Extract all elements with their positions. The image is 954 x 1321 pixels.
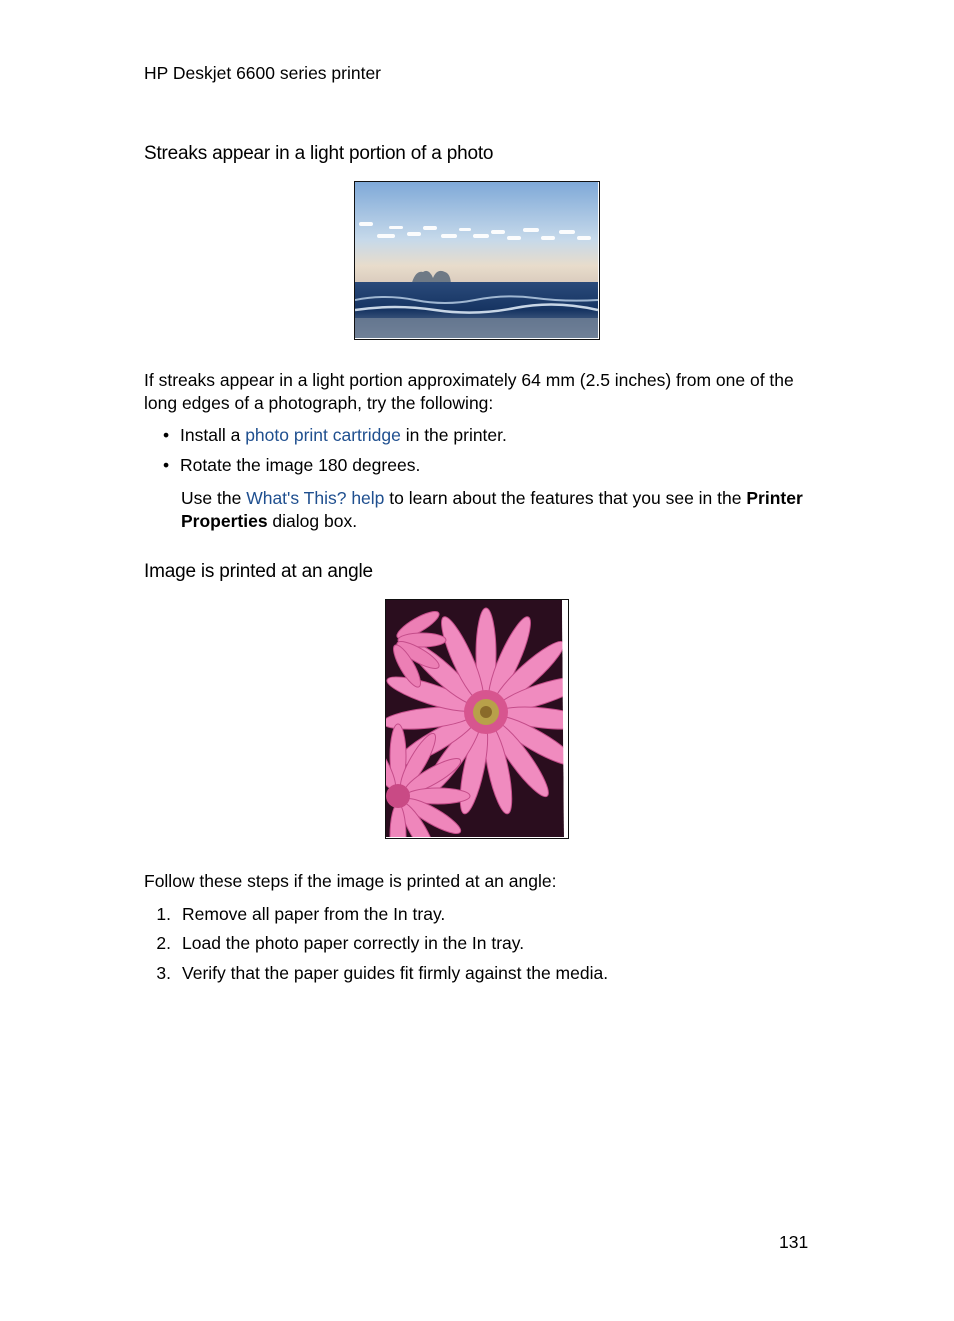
bullet-item bbox=[163, 454, 813, 477]
beach-illustration bbox=[355, 182, 598, 338]
note-pre: Use the bbox=[181, 488, 247, 508]
angle-intro-paragraph: Follow these steps if the image is printed at an angle: bbox=[144, 871, 557, 891]
step-number: 2. bbox=[156, 933, 171, 953]
flower-illustration bbox=[386, 600, 567, 837]
step-item bbox=[146, 903, 816, 926]
angled-flower-photo bbox=[385, 599, 569, 839]
bullet-prefix: Install a bbox=[180, 425, 246, 445]
bullet-dot: • bbox=[163, 425, 170, 445]
help-note-paragraph bbox=[181, 487, 816, 532]
bullet-text bbox=[180, 424, 507, 447]
section-heading-angle: Image is printed at an angle bbox=[144, 561, 373, 582]
page-header: HP Deskjet 6600 series printer bbox=[144, 63, 382, 83]
step-item bbox=[146, 932, 816, 955]
step-text: Load the photo paper correctly in the In tray. bbox=[182, 933, 525, 953]
bullet-item bbox=[163, 424, 813, 447]
bullet-suffix: in the printer. bbox=[400, 425, 507, 445]
step-item bbox=[146, 962, 816, 985]
step-text: Remove all paper from the In tray. bbox=[182, 904, 446, 924]
whats-this-help-link[interactable]: What's This? help bbox=[246, 488, 385, 508]
section-heading-streaks: Streaks appear in a light portion of a photo bbox=[144, 143, 494, 164]
streaks-intro-paragraph: If streaks appear in a light portion approximately 64 mm (2.5 inches) from one of the long edges of a photograph, try the following: bbox=[144, 370, 794, 413]
page-number: 131 bbox=[779, 1232, 809, 1252]
photo-print-cartridge-link[interactable]: photo print cartridge bbox=[245, 425, 401, 445]
printer-properties-term: Printer Properties bbox=[181, 488, 803, 531]
step-text: Verify that the paper guides fit firmly against the media. bbox=[182, 963, 609, 983]
step-number: 3. bbox=[156, 963, 171, 983]
step-number: 1. bbox=[156, 904, 171, 924]
note-mid: to learn about the features that you see in the bbox=[384, 488, 747, 508]
note-post: dialog box. bbox=[267, 510, 358, 531]
bullet-dot: • bbox=[163, 455, 170, 475]
streaked-beach-photo bbox=[354, 181, 600, 340]
bullet-text: Rotate the image 180 degrees. bbox=[180, 455, 421, 475]
